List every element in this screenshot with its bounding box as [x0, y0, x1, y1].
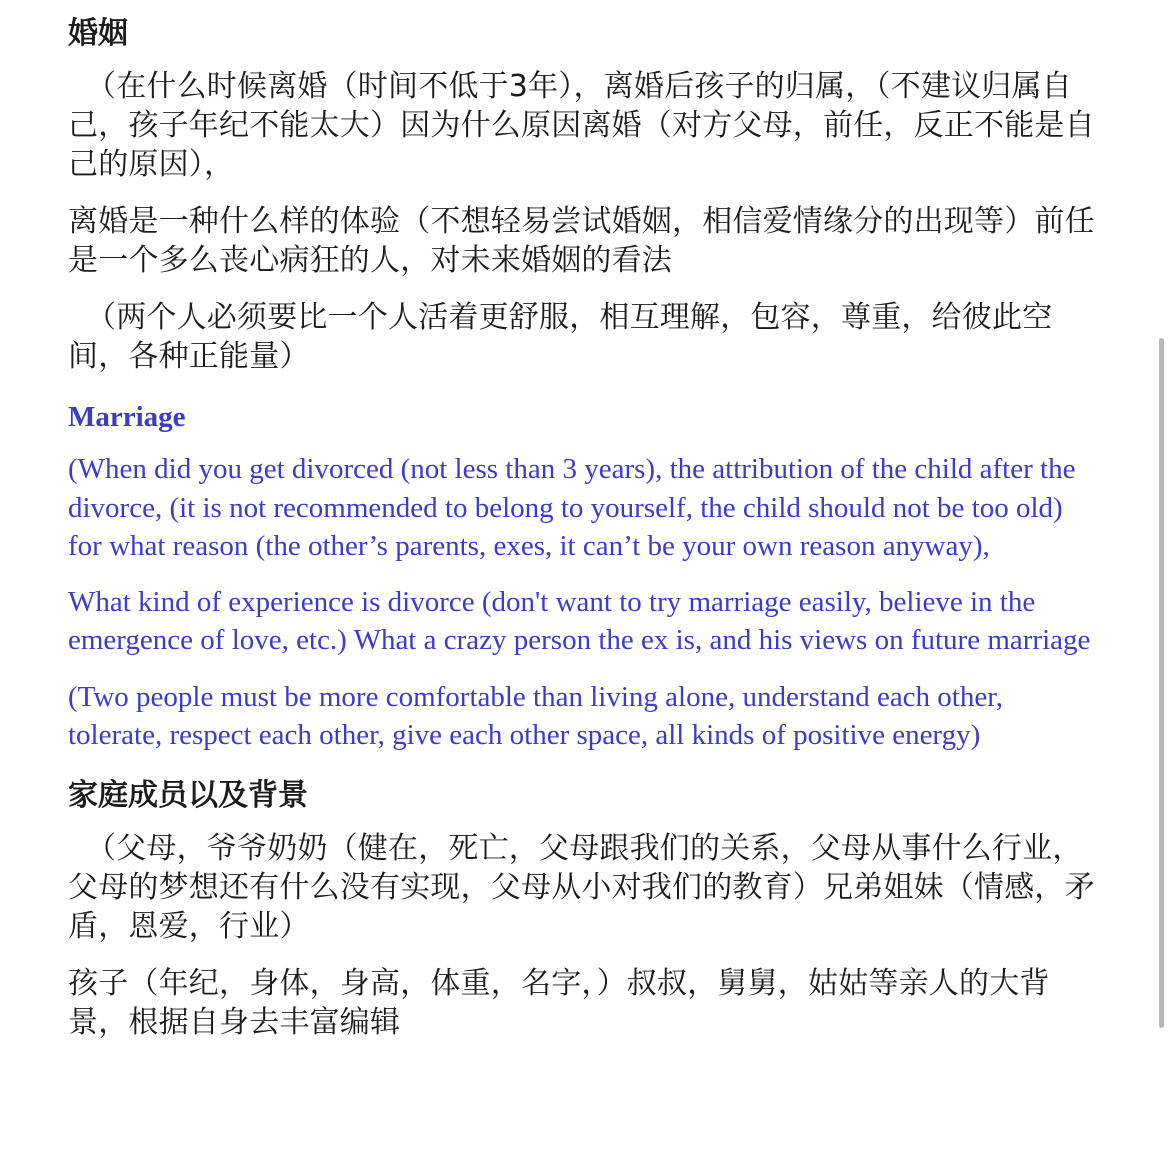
- paragraph-marriage-cn-2: 离婚是一种什么样的体验（不想轻易尝试婚姻，相信爱情缘分的出现等）前任是一个多么丧心病狂的人，对未来婚姻的看法: [68, 204, 1095, 278]
- paragraph-marriage-cn-3: （两个人必须要比一个人活着更舒服，相互理解，包容，尊重，给彼此空间，各种正能量）: [68, 300, 1053, 374]
- paragraph-marriage-en-2: What kind of experience is divorce (don't want to try marriage easily, believe in the emergence of love, etc.) What a crazy person the ex is, and his views on future marriage: [68, 586, 1091, 657]
- section-heading-marriage-cn: 婚姻: [68, 16, 128, 51]
- paragraph-marriage-en-3: (Two people must be more comfortable than living alone, understand each other, tolerate, respect each other, give each other space, all kinds of positive energy): [68, 680, 1003, 751]
- scrollbar-track[interactable]: [1161, 0, 1167, 1159]
- paragraph-marriage-cn-1: （在什么时候离婚（时间不低于3年），离婚后孩子的归属，（不建议归属自己，孩子年纪不能太大）因为什么原因离婚（对方父母，前任，反正不能是自己的原因），: [68, 69, 1095, 182]
- paragraph-family-cn-2: 孩子（年纪，身体，身高，体重，名字，）叔叔，舅舅，姑姑等亲人的大背景，根据自身去丰富编辑: [68, 966, 1050, 1041]
- section-heading-marriage-en: Marriage: [68, 401, 186, 433]
- section-heading-family-cn: 家庭成员以及背景: [68, 778, 308, 814]
- scrollbar-thumb[interactable]: [1159, 338, 1164, 1028]
- paragraph-marriage-en-1: (When did you get divorced (not less than 3 years), the attribution of the child after the divorce, (it is not recommended to belong to yourself, the child should not be too old) for what reason (the other’s parents, exes, it can’t be your own reason anyway),: [68, 453, 1076, 562]
- paragraph-family-cn-1: （父母，爷爷奶奶（健在，死亡，父母跟我们的关系，父母从事什么行业，父母的梦想还有什么没有实现，父母从小对我们的教育）兄弟姐妹（情感，矛盾，恩爱，行业）: [68, 831, 1095, 945]
